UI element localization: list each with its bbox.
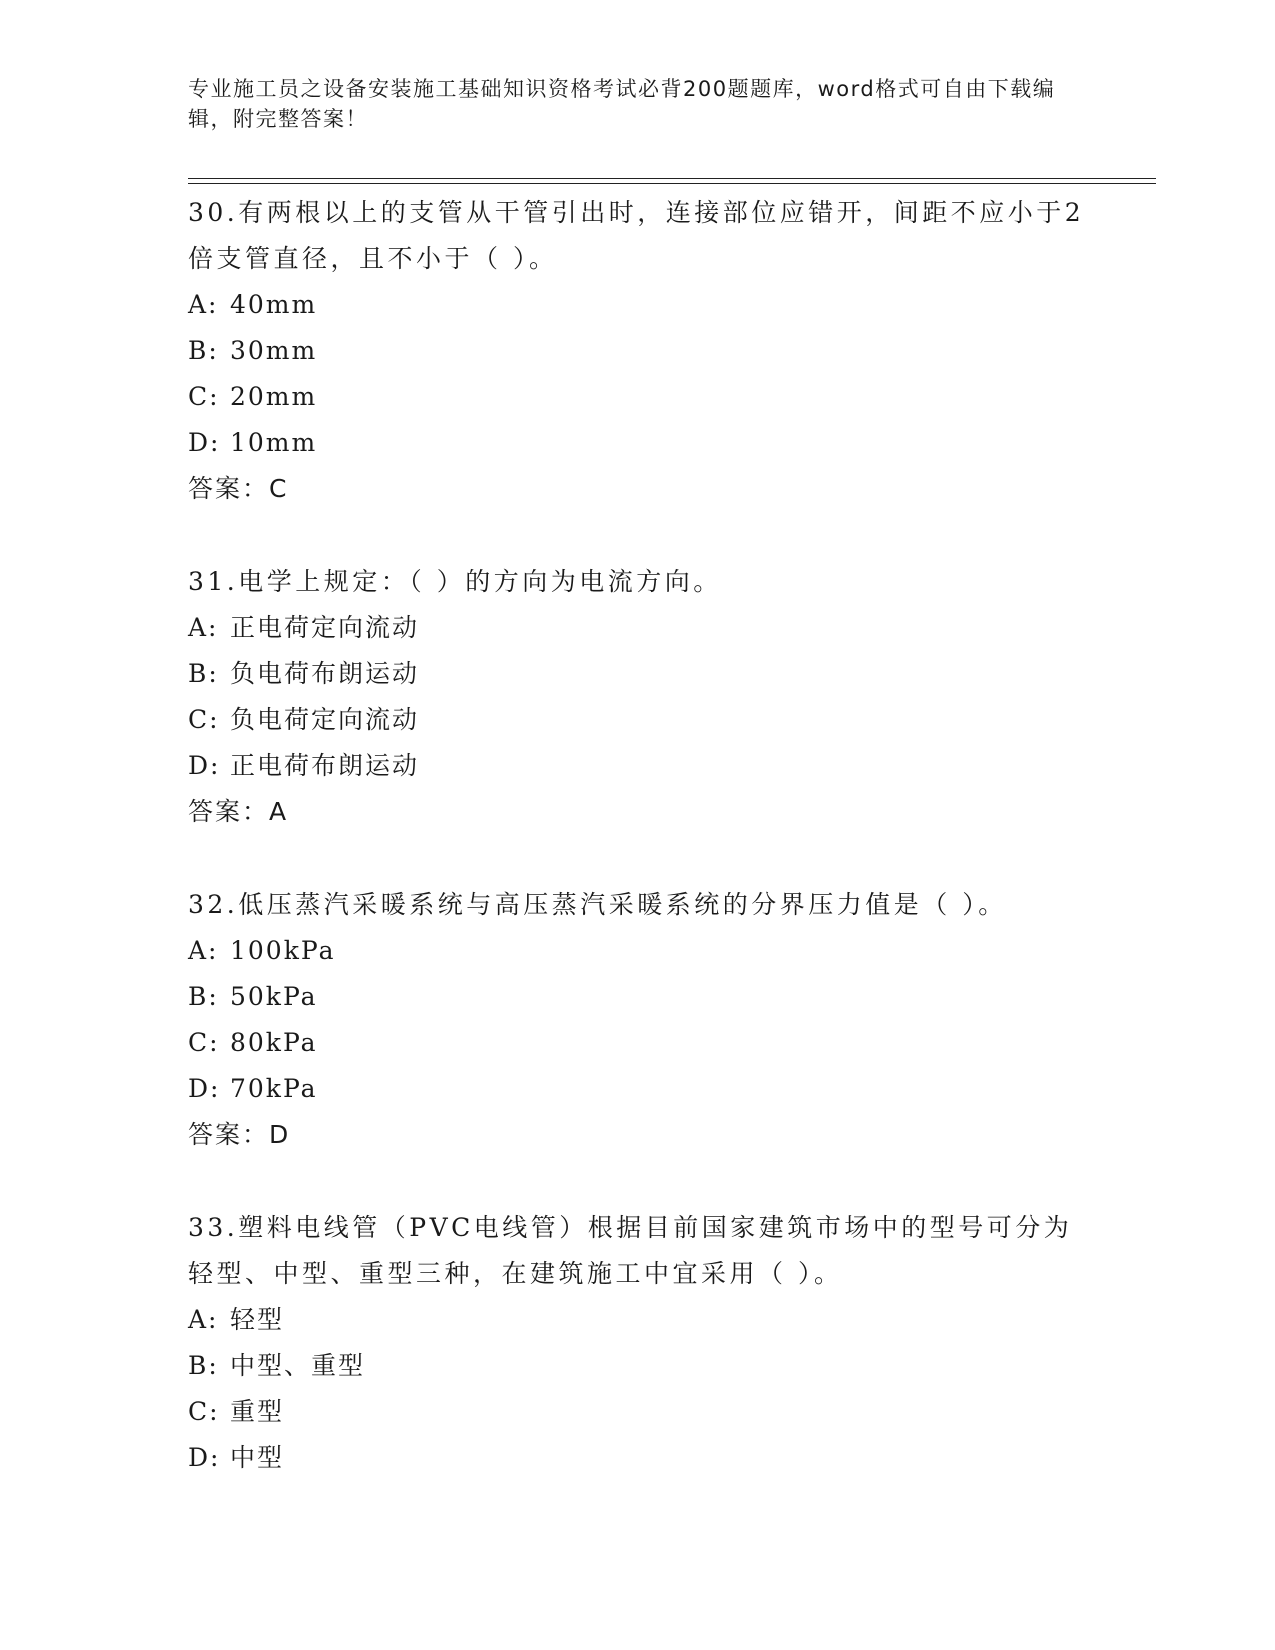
option-b [188, 1343, 1088, 1389]
option-a [188, 605, 1088, 651]
option-c [188, 1389, 1088, 1435]
option-d [188, 420, 1088, 466]
option-text: 50kPa [230, 982, 318, 1011]
answer-line: 答案：C [188, 474, 289, 503]
option-text: 正电荷定向流动 [230, 613, 420, 642]
question-33 [188, 1205, 1088, 1481]
question-stem: 32.低压蒸汽采暖系统与高压蒸汽采暖系统的分界压力值是（ ）。 [188, 890, 1007, 919]
question-stem: 30.有两根以上的支管从干管引出时，连接部位应错开，间距不应小于2倍支管直径，且不小于（ ）。 [188, 198, 1085, 273]
question-30 [188, 190, 1088, 512]
option-text: 40mm [230, 290, 318, 319]
option-label: C: [188, 705, 220, 734]
header-divider-top [188, 178, 1156, 179]
option-label: C: [188, 1397, 220, 1426]
question-32 [188, 882, 1088, 1158]
option-label: D: [188, 428, 221, 457]
option-label: D: [188, 751, 221, 780]
option-text: 负电荷布朗运动 [230, 659, 420, 688]
option-label: B: [188, 1351, 219, 1380]
option-label: B: [188, 982, 219, 1011]
option-label: A: [188, 290, 219, 319]
option-text: 轻型 [230, 1305, 285, 1334]
option-d [188, 743, 1088, 789]
option-text: 20mm [230, 382, 318, 411]
option-text: 10mm [230, 428, 318, 457]
header-divider-bottom [188, 183, 1156, 184]
option-a [188, 928, 1088, 974]
option-label: C: [188, 1028, 220, 1057]
question-list [188, 190, 1088, 1528]
question-stem: 31.电学上规定：（ ）的方向为电流方向。 [188, 567, 722, 596]
option-text: 正电荷布朗运动 [230, 751, 420, 780]
option-text: 负电荷定向流动 [230, 705, 420, 734]
option-text: 重型 [230, 1397, 285, 1426]
answer-line: 答案：A [188, 797, 289, 826]
option-label: D: [188, 1074, 221, 1103]
option-label: B: [188, 659, 219, 688]
option-text: 中型 [230, 1443, 285, 1472]
answer-line: 答案：D [188, 1120, 291, 1149]
question-31 [188, 559, 1088, 835]
option-label: A: [188, 936, 219, 965]
question-stem: 33.塑料电线管（PVC电线管）根据目前国家建筑市场中的型号可分为轻型、中型、重型三种，在建筑施工中宜采用（ ）。 [188, 1213, 1073, 1288]
option-label: A: [188, 613, 219, 642]
option-b [188, 974, 1088, 1020]
option-c [188, 374, 1088, 420]
option-text: 30mm [230, 336, 318, 365]
option-label: A: [188, 1305, 219, 1334]
option-text: 100kPa [230, 936, 336, 965]
option-text: 80kPa [230, 1028, 318, 1057]
option-label: D: [188, 1443, 221, 1472]
option-text: 70kPa [230, 1074, 318, 1103]
option-d [188, 1435, 1088, 1481]
option-b [188, 328, 1088, 374]
option-text: 中型、重型 [230, 1351, 366, 1380]
option-label: B: [188, 336, 219, 365]
option-label: C: [188, 382, 220, 411]
option-b [188, 651, 1088, 697]
option-c [188, 697, 1088, 743]
option-c [188, 1020, 1088, 1066]
option-d [188, 1066, 1088, 1112]
document-header: 专业施工员之设备安装施工基础知识资格考试必背200题题库，word格式可自由下载编辑，附完整答案！ [188, 77, 1056, 131]
option-a [188, 282, 1088, 328]
option-a [188, 1297, 1088, 1343]
